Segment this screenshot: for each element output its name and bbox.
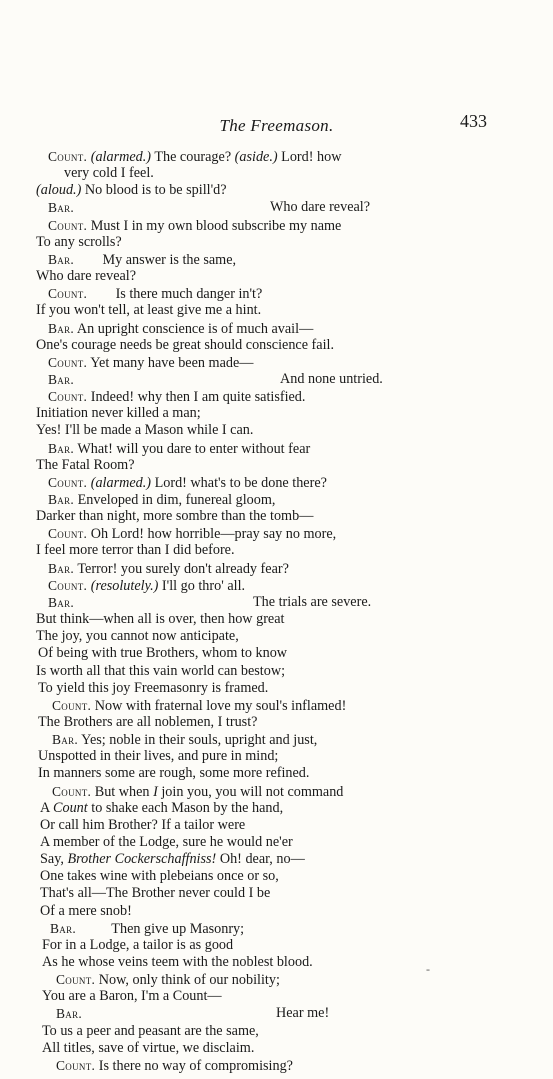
verse-text: Of being with true Brothers, whom to know: [38, 645, 288, 661]
verse-text-right: Who dare reveal?: [270, 199, 371, 215]
verse-text: Now, only think of our nobility;: [95, 972, 280, 988]
stage-direction: (aloud.): [36, 182, 82, 198]
verse-text: Darker than night, more sombre than the tomb—: [36, 508, 314, 524]
verse-line: [56, 1005, 330, 1022]
verse-text: Now with fraternal love my soul's inflamed!: [91, 698, 347, 714]
verse-line: [48, 217, 341, 234]
verse-text: Is worth all that this vain world can bestow;: [36, 663, 286, 679]
verse-line: [38, 714, 257, 731]
stage-direction: (resolutely.): [87, 578, 159, 594]
verse-text: to shake each Mason by the hand,: [87, 800, 284, 816]
verse-text: A member of the Lodge, sure he would ne'er: [40, 834, 293, 850]
verse-text: In manners some are rough, some more refined.: [38, 765, 310, 781]
page-number: 433: [460, 111, 487, 131]
verse-line: [36, 337, 334, 354]
verse-text: Unspotted in their lives, and pure in mind;: [38, 748, 279, 764]
verse-text: If you won't tell, at least give me a hint.: [36, 302, 262, 318]
speaker-name: Bar.: [48, 441, 75, 456]
verse-line: [48, 594, 372, 611]
verse-line: [48, 474, 327, 491]
verse-line: [36, 611, 284, 628]
verse-line: [48, 560, 289, 577]
verse-text: Initiation never killed a man;: [36, 405, 201, 421]
verse-text: The Brothers are all noblemen, I trust?: [38, 714, 258, 730]
verse-line: [40, 885, 270, 902]
verse-line: [36, 542, 235, 559]
verse-text: Lord! what's to be done there?: [151, 475, 327, 491]
verse-text-right: Hear me!: [276, 1005, 330, 1021]
verse-line: [42, 954, 313, 971]
verse-text: The joy, you cannot now anticipate,: [36, 628, 239, 644]
verse-line: [48, 148, 341, 165]
speaker-name: Count.: [48, 149, 88, 164]
verse-text: Is there no way of compromising?: [95, 1058, 293, 1074]
verse-line: [36, 422, 253, 439]
verse-line: [36, 457, 135, 474]
speaker-name: Count.: [48, 475, 88, 490]
verse-line: [38, 765, 309, 782]
verse-line: [48, 440, 310, 457]
verse-line: [40, 851, 305, 868]
stage-direction: (alarmed.): [87, 149, 152, 165]
speaker-name: Count.: [48, 286, 88, 301]
verse-line: [38, 645, 287, 662]
verse-text: As he whose veins teem with the noblest blood.: [42, 954, 313, 970]
stage-direction: I: [153, 784, 158, 800]
verse-line: [42, 937, 233, 954]
verse-text: You are a Baron, I'm a Count—: [42, 988, 222, 1004]
verse-line: [48, 371, 383, 388]
verse-text: My answer is the same,: [74, 252, 237, 268]
verse-text: Oh! dear, no—: [216, 851, 305, 867]
verse-text: Terror! you surely don't already fear?: [74, 561, 289, 577]
speaker-name: Bar.: [48, 252, 75, 267]
verse-line: [50, 920, 244, 937]
stage-direction: (aside.): [234, 149, 278, 165]
verse-text: Enveloped in dim, funereal gloom,: [74, 492, 276, 508]
verse-text: I'll go thro' all.: [158, 578, 246, 594]
verse-text: To any scrolls?: [36, 234, 122, 250]
verse-text: Or call him Brother? If a tailor were: [40, 817, 246, 833]
verse-line: [40, 834, 293, 851]
speaker-name: Count.: [48, 578, 88, 593]
stage-direction: (alarmed.): [87, 475, 152, 491]
speaker-name: Count.: [52, 784, 92, 799]
verse-text: An upright conscience is of much avail—: [74, 321, 314, 337]
verse-text: One's courage needs be great should conscience fail.: [36, 337, 335, 353]
verse-text: Of a mere snob!: [40, 903, 132, 919]
speaker-name: Bar.: [50, 921, 77, 936]
verse-line: [48, 388, 305, 405]
verse-line: [36, 302, 261, 319]
verse-text: Lord! how: [277, 149, 342, 165]
verse-line: [48, 251, 236, 268]
verse-line: [36, 628, 239, 645]
verse-text: join you, you will not command: [157, 784, 344, 800]
verse-line: [48, 525, 336, 542]
speaker-name: Bar.: [48, 492, 75, 507]
stage-direction: Brother Cockerschaffniss!: [67, 851, 217, 867]
verse-line: [42, 988, 222, 1005]
verse-text: very cold I feel.: [64, 165, 154, 181]
verse-text: One takes wine with plebeians once or so,: [40, 868, 279, 884]
verse-text: Then give up Masonry;: [76, 921, 245, 937]
verse-text-right: And none untried.: [280, 371, 383, 387]
verse-line: [52, 731, 317, 748]
verse-text: But think—when all is over, then how great: [36, 611, 285, 627]
verse-line: [36, 268, 136, 285]
speaker-name: Bar.: [48, 200, 75, 215]
verse-text: Say,: [40, 851, 68, 867]
verse-text: All titles, save of virtue, we disclaim.: [42, 1040, 255, 1056]
verse-line: [52, 783, 343, 800]
verse-text: Indeed! why then I am quite satisfied.: [87, 389, 306, 405]
speaker-name: Bar.: [48, 321, 75, 336]
verse-line: [38, 680, 268, 697]
speaker-name: Count.: [56, 1058, 96, 1073]
verse-line: [36, 663, 285, 680]
verse-line: [38, 748, 278, 765]
verse-line: [52, 697, 346, 714]
verse-line: [40, 868, 279, 885]
verse-text: The courage?: [151, 149, 235, 165]
running-title: The Freemason.: [219, 116, 334, 135]
speaker-name: Count.: [56, 972, 96, 987]
speaker-name: Count.: [52, 698, 92, 713]
speaker-name: Bar.: [52, 732, 79, 747]
verse-text-right: The trials are severe.: [253, 594, 372, 610]
verse-text: Yes! I'll be made a Mason while I can.: [36, 422, 254, 438]
speaker-name: Count.: [48, 355, 88, 370]
verse-text: To yield this joy Freemasonry is framed.: [38, 680, 269, 696]
verse-line: [56, 1057, 293, 1074]
verse-line: [40, 903, 132, 920]
verse-line: [42, 1040, 254, 1057]
speaker-name: Bar.: [56, 1006, 83, 1021]
verse-line: [48, 577, 245, 594]
verse-line: [36, 405, 201, 422]
verse-text: But when: [91, 784, 154, 800]
verse-text: That's all—The Brother never could I be: [40, 885, 271, 901]
verse-line: [42, 1023, 259, 1040]
verse-text: Yes; noble in their souls, upright and just,: [78, 732, 318, 748]
verse-text: A: [40, 800, 54, 816]
stray-mark: -: [426, 962, 430, 976]
verse-text: Oh Lord! how horrible—pray say no more,: [87, 526, 337, 542]
verse-text: I feel more terror than I did before.: [36, 542, 235, 558]
verse-text: What! will you dare to enter without fear: [74, 441, 311, 457]
verse-line: [64, 165, 154, 182]
stage-direction: Count: [53, 800, 88, 816]
verse-line: [56, 971, 280, 988]
verse-text: Who dare reveal?: [36, 268, 137, 284]
verse-line: [36, 182, 227, 199]
verse-line: [40, 817, 245, 834]
verse-line: [40, 800, 283, 817]
speaker-name: Bar.: [48, 595, 75, 610]
speaker-name: Count.: [48, 526, 88, 541]
speaker-name: Bar.: [48, 372, 75, 387]
speaker-name: Count.: [48, 389, 88, 404]
verse-text: Yet many have been made—: [87, 355, 254, 371]
verse-line: [36, 508, 313, 525]
speaker-name: Count.: [48, 218, 88, 233]
verse-line: [48, 285, 262, 302]
verse-line: [48, 320, 313, 337]
verse-line: [48, 354, 253, 371]
verse-text: Must I in my own blood subscribe my name: [87, 218, 342, 234]
verse-text: No blood is to be spill'd?: [81, 182, 227, 198]
verse-line: [48, 491, 275, 508]
speaker-name: Bar.: [48, 561, 75, 576]
verse-line: [36, 234, 122, 251]
verse-line: [48, 199, 371, 216]
verse-text: For in a Lodge, a tailor is as good: [42, 937, 234, 953]
verse-text: Is there much danger in't?: [87, 286, 263, 302]
verse-text: The Fatal Room?: [36, 457, 135, 473]
verse-text: To us a peer and peasant are the same,: [42, 1023, 259, 1039]
